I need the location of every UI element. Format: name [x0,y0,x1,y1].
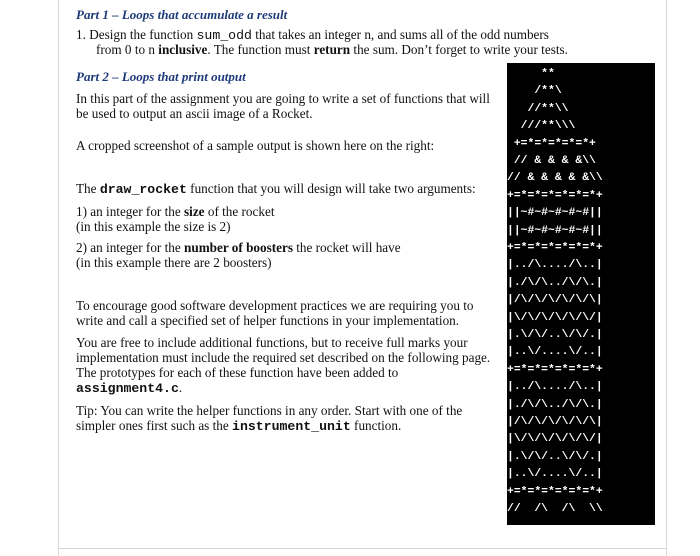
rocket-line: |./\/\../\/\.| [507,276,603,289]
tip-line2-b: function. [350,418,402,433]
rocket-line: |.\/\/..\/\/.| [507,329,603,341]
part2-intro-line2: be used to output an ascii image of a Rocket. [76,106,313,121]
draw-prefix: The [76,181,100,196]
arg1-note: (in this example the size is 2) [76,219,231,234]
rocket-line: +=*=*=*=*=*=*+ [507,242,603,254]
tip-line1: Tip: You can write the helper functions in any order. Start with one of the [76,403,463,418]
rocket-line: ||~#~#~#~#~#|| [507,207,603,220]
rocket-line: |\/\/\/\/\/\/| [507,311,603,324]
rocket-line: +=*=*=*=*=*=*+ [507,485,603,498]
rocket-line: ///**\\\ [507,120,576,133]
arg1-line [76,204,274,219]
arg2-b: the rocket will have [292,240,401,255]
rocket-line: |/\/\/\/\/\/\| [507,416,603,428]
free-line2: implementation must include the required set described on the following page. [76,350,491,365]
arg2-note: (in this example there are 2 boosters) [76,255,272,270]
part1-line2 [96,42,568,57]
draw-rocket-line [76,181,476,197]
part1-line1 [76,27,549,43]
rocket-line: // /\ /\ \\ [507,503,603,515]
rocket-line: |./\/\../\/\.| [507,398,603,411]
rocket-line: +=*=*=*=*=*=*+ [507,189,603,202]
inclusive-bold: inclusive [158,42,208,57]
arg1-a: 1) an integer for the [76,204,185,219]
rocket-line: |.\/\/..\/\/.| [507,450,603,463]
rocket-line: // & & & &\\ [507,155,596,167]
part1-line2-c: the sum. Don’t forget to write your tests. [350,42,568,57]
part1-line2-b: . The function must [207,42,314,57]
rocket-line: //**\\ [507,102,569,115]
arg1-b: of the rocket [204,204,275,219]
free-line4 [76,380,182,396]
assignment-file-code: assignment4.c [76,381,179,396]
free-end: . [178,380,183,395]
part2-intro-line1: In this part of the assignment you are going to write a set of functions that will [76,91,490,106]
rocket-line: |../\..../\..| [507,259,603,272]
rocket-line: +=*=*=*=*=*+ [507,137,596,150]
rocket-line: |/\/\/\/\/\/\| [507,294,603,307]
arg2-line [76,240,401,255]
free-line1: You are free to include additional functions, but to receive full marks your [76,335,468,350]
rocket-line: +=*=*=*=*=*=*+ [507,363,603,376]
size-bold: size [184,204,205,219]
rocket-line: /**\ [507,85,562,98]
part2-heading: Part 2 – Loops that print output [76,69,246,84]
rocket-terminal-output [507,63,655,525]
draw-rocket-code: draw_rocket [99,182,187,197]
free-line3: The prototypes for each of these function have been added to [76,365,399,380]
sum-odd-code: sum_odd [196,28,252,43]
part1-line1-prefix: 1. Design the function [76,27,197,42]
page-bottom-border [58,548,667,549]
return-bold: return [313,42,351,57]
boosters-bold: number of boosters [184,240,293,255]
part1-heading: Part 1 – Loops that accumulate a result [76,7,288,22]
arg2-a: 2) an integer for the [76,240,185,255]
encourage-line1: To encourage good software development practices we are requiring you to [76,298,474,313]
screenshot-note: A cropped screenshot of a sample output is shown here on the right: [76,138,435,153]
encourage-line2: write and call a specified set of helper functions in your implementation. [76,313,460,328]
draw-suffix: function that you will design will take two arguments: [186,181,476,196]
part1-line1-suffix: that takes an integer n, and sums all of the odd numbers [251,27,549,42]
rocket-line: |\/\/\/\/\/\/| [507,433,603,446]
rocket-line: |../\..../\..| [507,381,603,394]
part1-line2-a: from 0 to n [96,42,159,57]
tip-line2 [76,418,401,434]
rocket-line: |..\/....\/..| [507,468,603,481]
tip-line2-a: simpler ones first such as the [76,418,233,433]
rocket-line: ** [507,68,555,80]
rocket-line: ||~#~#~#~#~#|| [507,224,603,237]
rocket-line: |..\/....\/..| [507,346,603,359]
rocket-line: // & & & & &\\ [507,172,603,185]
instrument-unit-code: instrument_unit [232,419,351,434]
